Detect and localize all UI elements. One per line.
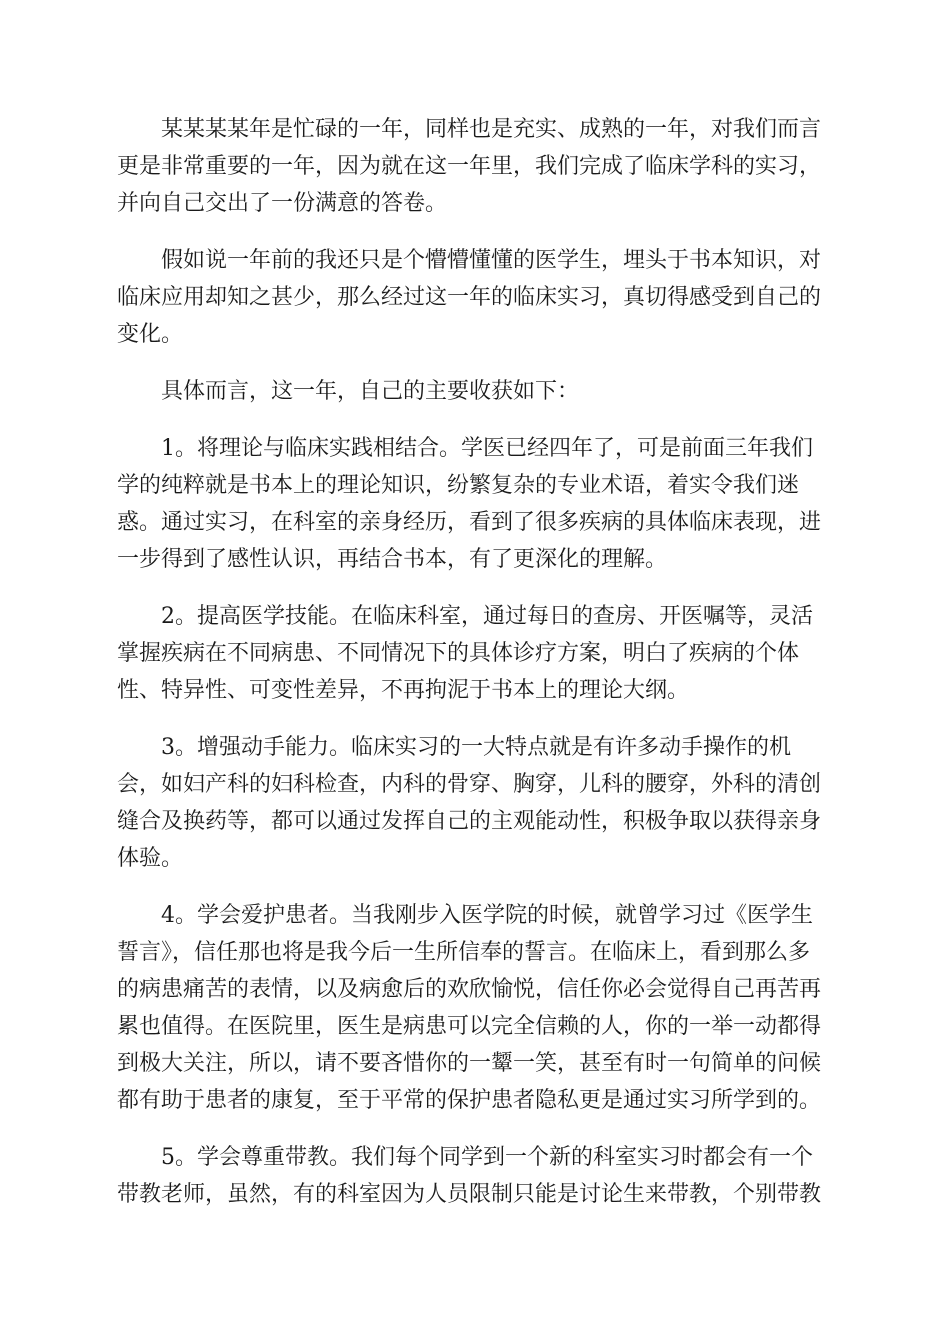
paragraph-line: 1。将理论与临床实践相结合。学医已经四年了，可是前面三年我们 [161, 436, 813, 461]
paragraph-line: 更是非常重要的一年，因为就在这一年里，我们完成了临床学科的实习， [117, 154, 822, 179]
paragraph-line: 学的纯粹就是书本上的理论知识，纷繁复杂的专业术语，着实令我们迷 [117, 473, 800, 498]
paragraph-line: 4。学会爱护患者。当我刚步入医学院的时候，就曾学习过《医学生 [161, 903, 813, 928]
paragraph [117, 1139, 832, 1213]
paragraph-line: 一步得到了感性认识，再结合书本，有了更深化的理解。 [117, 547, 668, 572]
paragraph-line: 某某某某年是忙碌的一年，同样也是充实、成熟的一年，对我们而言 [161, 117, 822, 142]
paragraph-line: 性、特异性、可变性差异，不再拘泥于书本上的理论大纲。 [117, 678, 690, 703]
paragraph-line: 假如说一年前的我还只是个懵懵懂懂的医学生，埋头于书本知识，对 [161, 248, 822, 273]
paragraph-line: 会，如妇产科的妇科检查，内科的骨穿、胸穿，儿科的腰穿，外科的清创 [117, 772, 822, 797]
paragraph [117, 897, 832, 1119]
paragraph [117, 242, 832, 353]
paragraph-line: 累也值得。在医院里，医生是病患可以完全信赖的人，你的一举一动都得 [117, 1014, 822, 1039]
paragraph-line: 变化。 [117, 322, 184, 347]
paragraph [117, 729, 832, 877]
paragraph [117, 373, 832, 410]
paragraph-line: 2。提高医学技能。在临床科室，通过每日的查房、开医嘱等，灵活 [161, 604, 813, 629]
paragraph-line: 具体而言，这一年，自己的主要收获如下： [161, 379, 580, 404]
paragraph [117, 111, 832, 222]
paragraph-line: 惑。通过实习，在科室的亲身经历，看到了很多疾病的具体临床表现，进 [117, 510, 822, 535]
paragraph-line: 体验。 [117, 846, 184, 871]
paragraph-line: 的病患痛苦的表情，以及病愈后的欢欣愉悦，信任你必会觉得自己再苦再 [117, 977, 822, 1002]
paragraph-line: 都有助于患者的康复，至于平常的保护患者隐私更是通过实习所学到的。 [117, 1088, 822, 1113]
paragraph-line: 临床应用却知之甚少，那么经过这一年的临床实习，真切得感受到自己的 [117, 285, 822, 310]
paragraph-line: 掌握疾病在不同病患、不同情况下的具体诊疗方案，明白了疾病的个体 [117, 641, 800, 666]
paragraph-line: 5。学会尊重带教。我们每个同学到一个新的科室实习时都会有一个 [161, 1145, 813, 1170]
document-body [117, 111, 832, 1233]
paragraph [117, 430, 832, 578]
paragraph-line: 并向自己交出了一份满意的答卷。 [117, 191, 448, 216]
paragraph-line: 带教老师，虽然，有的科室因为人员限制只能是讨论生来带教，个别带教 [117, 1182, 822, 1207]
paragraph-line: 到极大关注，所以，请不要吝惜你的一颦一笑，甚至有时一句简单的问候 [117, 1051, 822, 1076]
paragraph-line: 缝合及换药等，都可以通过发挥自己的主观能动性，积极争取以获得亲身 [117, 809, 822, 834]
paragraph-line: 3。增强动手能力。临床实习的一大特点就是有许多动手操作的机 [161, 735, 791, 760]
paragraph-line: 誓言》，信任那也将是我今后一生所信奉的誓言。在临床上，看到那么多 [117, 940, 811, 965]
paragraph [117, 598, 832, 709]
